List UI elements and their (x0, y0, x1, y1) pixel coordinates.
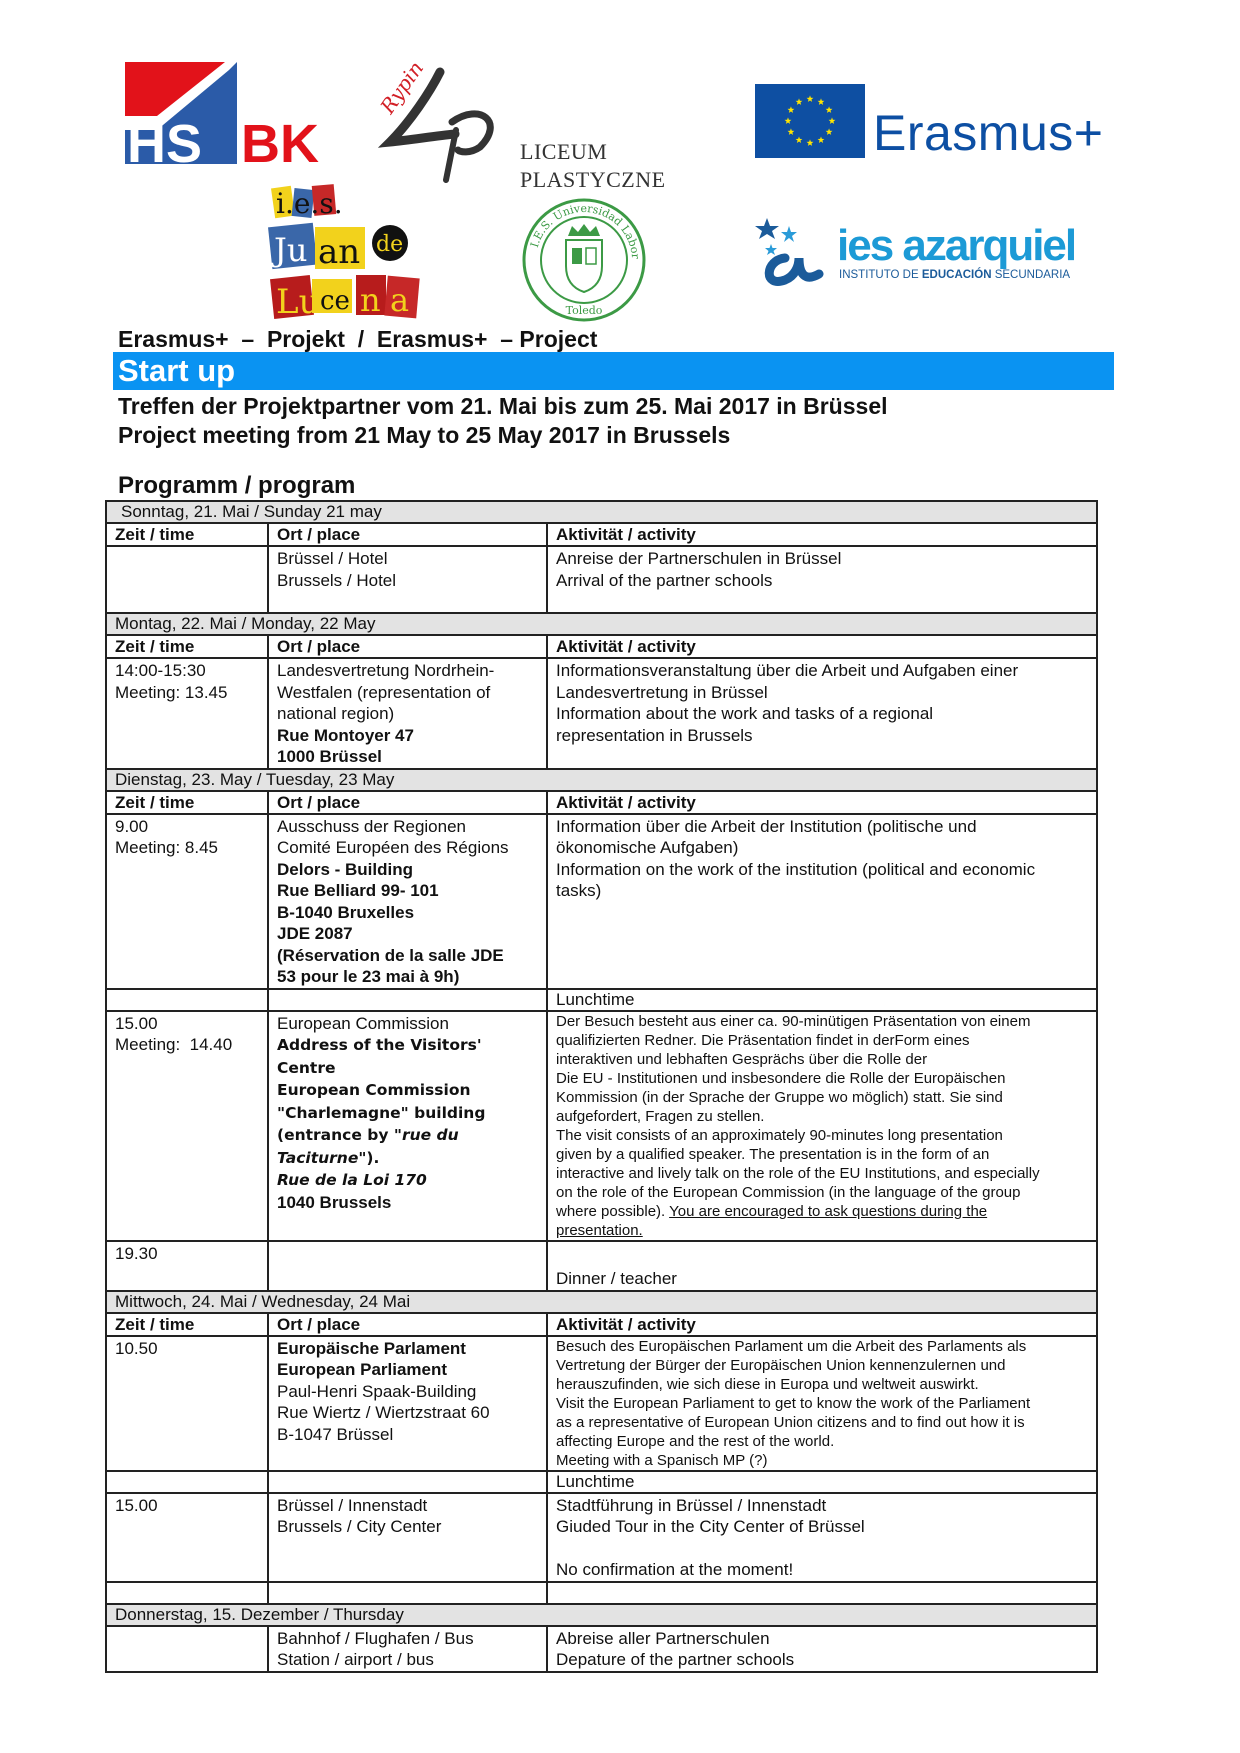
column-header-row (106, 523, 1097, 546)
place-cell (268, 546, 547, 613)
time-line: Meeting: 14.40 (115, 1035, 233, 1054)
activity-line-de: qualifizierten Redner. Die Präsentation findet in derForm eines (556, 1031, 970, 1049)
svg-text:a: a (390, 281, 410, 319)
day-header-monday (106, 613, 1097, 635)
activity-spacer (556, 1538, 1088, 1560)
activity-line: Meeting with a Spanisch MP (?) (556, 1451, 768, 1469)
place-line: Brüssel / Hotel (277, 549, 388, 568)
activity-line: Dinner / teacher (556, 1269, 677, 1288)
place-address-line: JDE 2087 (277, 924, 353, 943)
activity-line: Stadtführung in Brüssel / Innenstadt (556, 1495, 827, 1515)
place-line: B-1047 Brüssel (277, 1424, 394, 1444)
column-header-row (106, 635, 1097, 658)
day-label: Sonntag, 21. Mai / Sunday 21 may (106, 501, 1097, 523)
hsbk-logo-right: BK (241, 114, 319, 174)
time-cell (106, 814, 268, 989)
activity-line: Information on the work of the institution (political and economic (556, 859, 1036, 879)
place-cell (268, 989, 547, 1011)
activity-line-de: Kommission (in der Sprache der Gruppe wo möglich) statt. Sie sind (556, 1088, 1003, 1106)
activity-cell (547, 1336, 1097, 1471)
table-row (106, 1626, 1097, 1672)
place-name-line: European Parliament (277, 1360, 448, 1379)
activity-line: Lunchtime (556, 989, 635, 1009)
place-name-line: Europäische Parlament (277, 1338, 466, 1358)
column-header-row (106, 791, 1097, 814)
place-cell (268, 1626, 547, 1672)
time-cell (106, 546, 268, 613)
col-place-header: Ort / place (268, 1313, 547, 1336)
activity-cell (547, 1582, 1097, 1604)
seal-ring-text: I.E.S. Universidad Labor (527, 201, 643, 260)
place-address-line: "Charlemagne" building (277, 1103, 486, 1122)
activity-line: Information über die Arbeit der Institution (politische und (556, 816, 977, 836)
universidad-laboral-seal-logo (520, 196, 648, 324)
table-row (106, 546, 1097, 613)
activity-line: Information about the work and tasks of a regional (556, 704, 934, 723)
place-cell (268, 1241, 547, 1291)
place-address-line: 1000 Brüssel (277, 747, 382, 766)
activity-line: herauszufinden, wie sich diese in Europa und weltweit auswirkt. (556, 1375, 979, 1393)
activity-line: Abreise aller Partnerschulen (556, 1628, 770, 1648)
time-line: 19.30 (115, 1243, 158, 1263)
place-line: Westfalen (representation of (277, 682, 491, 702)
time-cell (106, 1493, 268, 1582)
day-header-thursday (106, 1604, 1097, 1626)
svg-text:Ju: Ju (274, 231, 308, 269)
col-time-header: Zeit / time (106, 791, 268, 814)
svg-text:ce: ce (320, 286, 350, 316)
svg-text:n: n (360, 281, 381, 319)
seal-bottom-text: Toledo (565, 304, 603, 317)
place-entrance-line: (entrance by "rue du Taciturne"). (277, 1126, 459, 1167)
hsbk-logo (117, 58, 319, 174)
activity-line: Visit the European Parliament to get to know the work of the Parliament (556, 1394, 1031, 1412)
activity-line: affecting Europe and the rest of the world. (556, 1432, 835, 1450)
activity-line: Informationsveranstaltung über die Arbeit und Aufgaben einer (556, 661, 1019, 680)
time-line: 14:00-15:30 (115, 661, 206, 680)
activity-line-de: Der Besuch besteht aus einer ca. 90-minütigen Präsentation von einem (556, 1012, 1031, 1030)
col-place-header: Ort / place (268, 523, 547, 546)
place-line: Rue Wiertz / Wiertzstraat 60 (277, 1403, 490, 1422)
star-icon (755, 218, 779, 239)
place-line: Landesvertretung Nordrhein- (277, 661, 495, 680)
questions-note: presentation. (556, 1221, 643, 1239)
day-header-sunday (106, 501, 1097, 523)
day-header-wednesday (106, 1291, 1097, 1313)
col-time-header: Zeit / time (106, 523, 268, 546)
day-label: Montag, 22. Mai / Monday, 22 May (106, 613, 1097, 635)
column-header-row (106, 1313, 1097, 1336)
place-line: Bahnhof / Flughafen / Bus (277, 1628, 474, 1648)
place-cell (268, 1582, 547, 1604)
col-activity-header: Aktivität / activity (547, 791, 1097, 814)
time-cell (106, 1582, 268, 1604)
activity-cell (547, 658, 1097, 769)
meeting-heading-en: Project meeting from 21 May to 25 May 2017 in Brussels (118, 422, 731, 448)
questions-note: You are encouraged to ask questions during the (669, 1202, 988, 1220)
time-cell (106, 1626, 268, 1672)
place-address-line: Address of the Visitors' Centre (277, 1036, 482, 1077)
place-address-line: 53 pour le 23 mai à 9h) (277, 967, 460, 986)
activity-cell (547, 546, 1097, 613)
table-row-dinner (106, 1241, 1097, 1291)
activity-line-de: interaktiven und lebhaften Gesprächs über die Rolle der (556, 1050, 928, 1068)
time-line: 10.50 (115, 1338, 158, 1358)
azarquiel-subtitle: INSTITUTO DE EDUCACIÓN SECUNDARIA (839, 269, 1071, 281)
place-line: Brussels / City Center (277, 1517, 442, 1536)
col-time-header: Zeit / time (106, 635, 268, 658)
place-cell (268, 1493, 547, 1582)
place-address-line: (Réservation de la salle JDE (277, 945, 504, 965)
activity-cell (547, 1493, 1097, 1582)
place-line: Comité Européen des Régions (277, 838, 509, 857)
activity-line: tasks) (556, 881, 602, 900)
ies-juan-de-lucena-logo (268, 185, 423, 320)
col-place-header: Ort / place (268, 635, 547, 658)
time-cell (106, 1471, 268, 1493)
activity-line: Besuch des Europäischen Parlament um die Arbeit des Parlaments als (556, 1337, 1027, 1355)
eu-flag-logo (755, 84, 865, 158)
meeting-heading-de: Treffen der Projektpartner vom 21. Mai bis zum 25. Mai 2017 in Brüssel (118, 393, 888, 419)
activity-line-en: The visit consists of an approximately 90-minutes long presentation (556, 1126, 1003, 1144)
activity-line-en: given by a qualified speaker. The presentation is in the form of an (556, 1145, 990, 1163)
star-icon (781, 226, 797, 242)
activity-cell (547, 1471, 1097, 1493)
activity-cell (547, 1011, 1097, 1241)
place-cell (268, 1011, 547, 1241)
place-line: Brussels / Hotel (277, 570, 397, 590)
activity-line: ökonomische Aufgaben) (556, 838, 739, 857)
place-cell (268, 814, 547, 989)
rypin-script: Rypin (375, 56, 429, 118)
activity-line: Giuded Tour in the City Center of Brüssel (556, 1517, 865, 1536)
place-line: Brüssel / Innenstadt (277, 1495, 428, 1515)
place-line: Paul-Henri Spaak-Building (277, 1381, 477, 1401)
project-heading: Erasmus+ – Projekt / Erasmus+ – Project (118, 326, 598, 352)
table-row-lunch (106, 989, 1097, 1011)
activity-cell (547, 1241, 1097, 1291)
place-address-line: Delors - Building (277, 859, 413, 879)
star-icon (765, 244, 777, 255)
hsbk-logo-left: HS (127, 114, 203, 174)
program-table (105, 500, 1098, 1673)
place-city-line: 1040 Brussels (277, 1192, 392, 1212)
place-line: Station / airport / bus (277, 1650, 434, 1669)
place-line: national region) (277, 704, 395, 723)
time-cell (106, 1011, 268, 1241)
place-address-line: European Commission (277, 1081, 471, 1099)
juan-line-1: i.e.s. (276, 187, 343, 220)
activity-line: Lunchtime (556, 1471, 635, 1491)
place-address-line: Rue Belliard 99- 101 (277, 881, 439, 900)
time-cell (106, 1336, 268, 1471)
erasmus-plus-wordmark: Erasmus+ (873, 105, 1104, 161)
table-row (106, 1336, 1097, 1471)
ies-azarquiel-logo (755, 210, 1095, 290)
activity-line-en: on the role of the European Commission (in the language of the group (556, 1183, 1021, 1201)
program-heading: Programm / program (118, 472, 356, 499)
azarquiel-name: ies azarquiel (837, 221, 1076, 270)
activity-cell (547, 814, 1097, 989)
time-cell (106, 658, 268, 769)
time-line: Meeting: 13.45 (115, 682, 228, 702)
day-header-tuesday (106, 769, 1097, 791)
liceum-text (520, 138, 666, 194)
activity-line: representation in Brussels (556, 725, 753, 745)
time-line: 15.00 (115, 1495, 158, 1515)
col-activity-header: Aktivität / activity (547, 635, 1097, 658)
activity-cell (547, 989, 1097, 1011)
place-address-line: Rue Montoyer 47 (277, 725, 414, 745)
activity-line: Landesvertretung in Brüssel (556, 682, 768, 702)
col-activity-header: Aktivität / activity (547, 1313, 1097, 1336)
activity-line: Arrival of the partner schools (556, 570, 773, 590)
activity-line: Depature of the partner schools (556, 1650, 795, 1669)
time-cell (106, 1241, 268, 1291)
time-line: Meeting: 8.45 (115, 838, 219, 857)
day-label: Donnerstag, 15. Dezember / Thursday (106, 1604, 1097, 1626)
title-bar (113, 352, 1114, 390)
page-title: Start up (118, 353, 236, 388)
place-address-line: B-1040 Bruxelles (277, 902, 415, 922)
svg-text:de: de (376, 232, 404, 257)
activity-line-en: interactive and lively talk on the role of the EU Institutions, and especially (556, 1164, 1040, 1182)
table-row (106, 658, 1097, 769)
liceum-line-1: LICEUM (520, 139, 608, 164)
svg-text:an: an (318, 232, 361, 272)
table-row (106, 814, 1097, 989)
col-activity-header: Aktivität / activity (547, 523, 1097, 546)
time-line: 15.00 (115, 1013, 158, 1033)
day-label: Mittwoch, 24. Mai / Wednesday, 24 Mai (106, 1291, 1097, 1313)
table-row-lunch (106, 1471, 1097, 1493)
activity-line-de: aufgefordert, Fragen zu stellen. (556, 1107, 765, 1125)
activity-line-de: Die EU - Institutionen und insbesondere die Rolle der Europäischen (556, 1069, 1006, 1087)
table-row (106, 1493, 1097, 1582)
place-line: Ausschuss der Regionen (277, 816, 467, 836)
activity-cell (547, 1626, 1097, 1672)
confirmation-note: No confirmation at the moment! (556, 1560, 794, 1579)
activity-line: Vertretung der Bürger der Europäischen Union kennenzulernen und (556, 1356, 1006, 1374)
activity-line-en: where possible). You are encouraged to ask questions during the (556, 1202, 988, 1220)
place-cell (268, 1336, 547, 1471)
place-line: European Commission (277, 1013, 449, 1033)
time-line: 9.00 (115, 816, 149, 836)
table-row-empty (106, 1582, 1097, 1604)
liceum-line-2: PLASTYCZNE (520, 167, 666, 192)
table-row (106, 1011, 1097, 1241)
col-place-header: Ort / place (268, 791, 547, 814)
col-time-header: Zeit / time (106, 1313, 268, 1336)
time-cell (106, 989, 268, 1011)
activity-line: as a representative of European Union citizens and to find out how it is (556, 1413, 1025, 1431)
place-cell (268, 658, 547, 769)
activity-line: Anreise der Partnerschulen in Brüssel (556, 549, 842, 568)
place-street-line: Rue de la Loi 170 (277, 1171, 427, 1189)
svg-text:Lu: Lu (276, 282, 321, 322)
day-label: Dienstag, 23. May / Tuesday, 23 May (106, 769, 1097, 791)
place-cell (268, 1471, 547, 1493)
liceum-lp-logo (375, 56, 500, 187)
